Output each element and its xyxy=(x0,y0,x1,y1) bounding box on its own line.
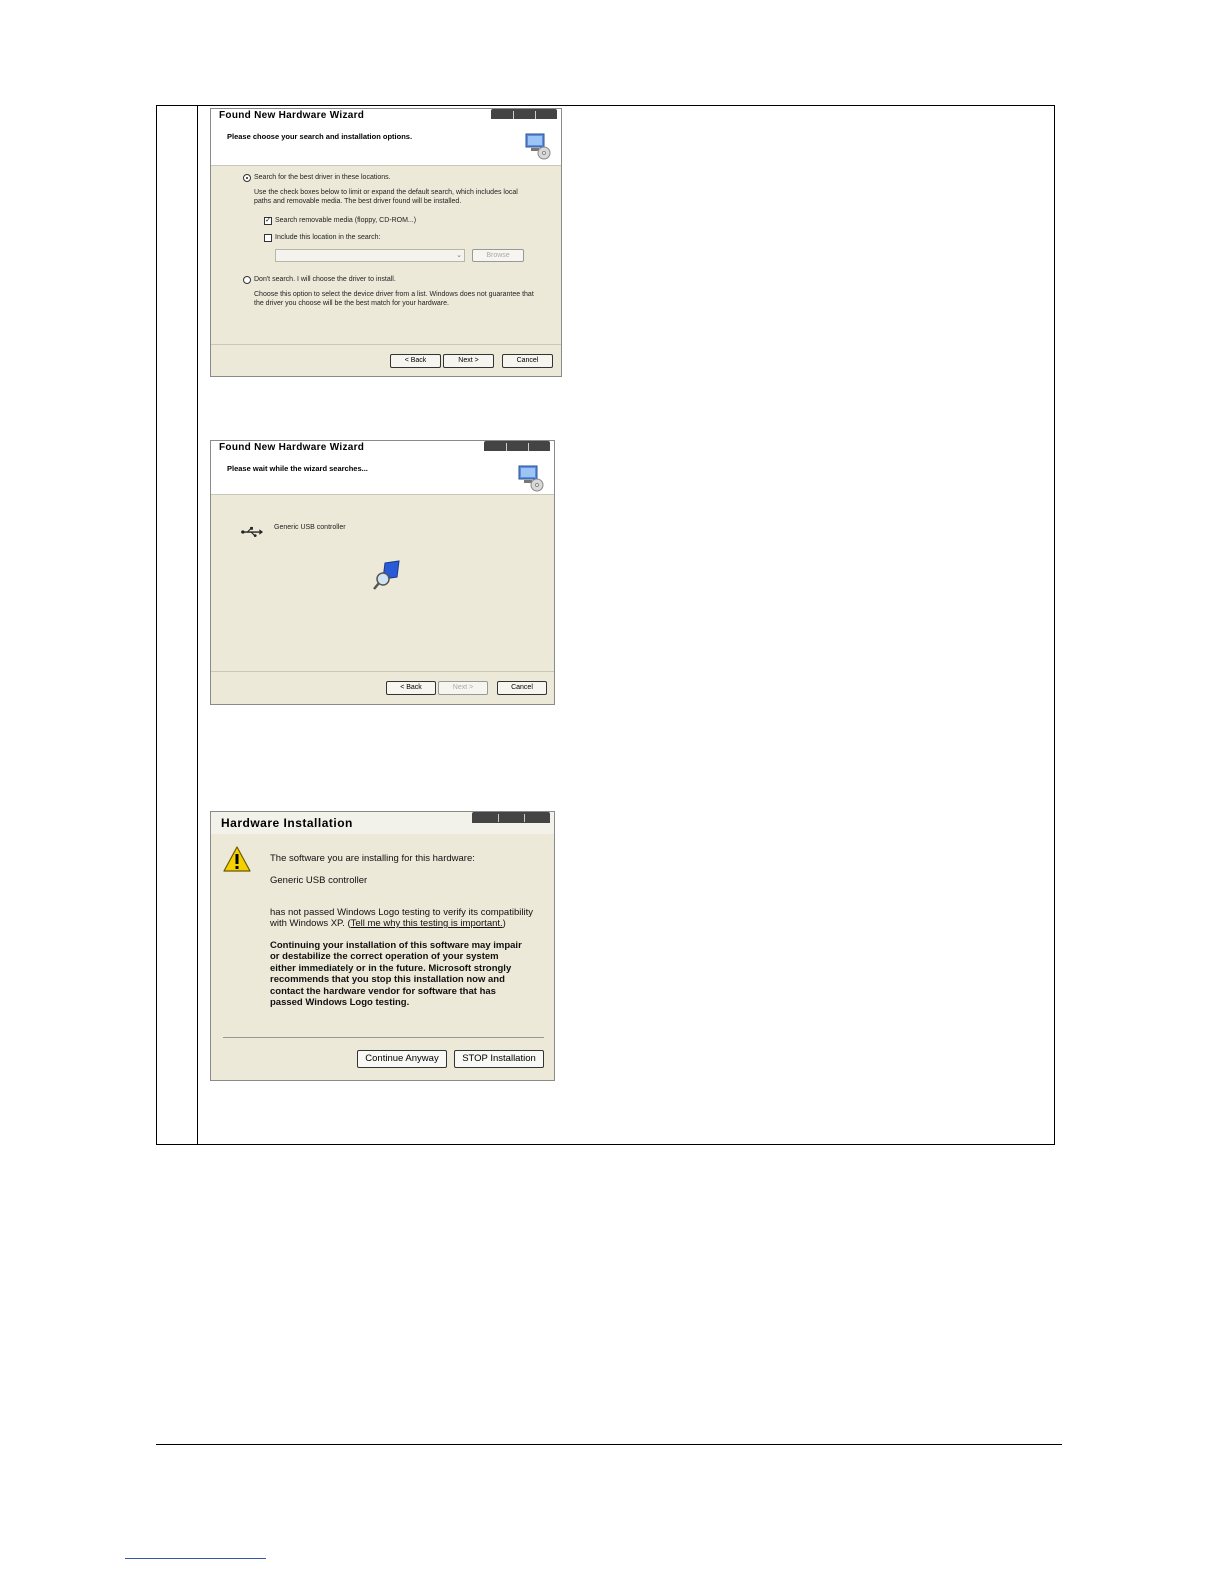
include-location-label: Include this location in the search: xyxy=(275,234,381,241)
wizard-options-dialog xyxy=(210,108,562,377)
warning-line: either immediately or in the future. Microsoft strongly xyxy=(270,963,512,974)
search-removable-media-label: Search removable media (floppy, CD-ROM...) xyxy=(275,217,417,224)
wizard-header-icon xyxy=(516,463,546,493)
warning-line: contact the hardware vendor for software that has xyxy=(270,986,496,997)
cancel-button[interactable]: Cancel xyxy=(502,354,553,368)
window-controls[interactable] xyxy=(491,109,557,119)
logo-line-suffix: ) xyxy=(502,918,506,929)
search-best-driver-radio[interactable] xyxy=(243,174,251,182)
wizard-searching-dialog xyxy=(210,440,555,705)
search-magnifier-icon xyxy=(371,559,403,591)
dialog-title: Found New Hardware Wizard xyxy=(219,442,365,453)
browse-button[interactable]: Browse xyxy=(472,249,524,262)
device-name: Generic USB controller xyxy=(270,875,368,886)
wizard-header xyxy=(211,123,561,166)
warning-line: passed Windows Logo testing. xyxy=(270,997,410,1008)
next-button[interactable]: Next > xyxy=(438,681,488,695)
footnote-rule xyxy=(125,1558,266,1559)
search-best-driver-label: Search for the best driver in these locations. xyxy=(254,174,391,181)
installing-text: The software you are installing for this hardware: xyxy=(270,853,475,864)
device-name: Generic USB controller xyxy=(274,524,346,531)
header-text: Please choose your search and installation options. xyxy=(227,132,413,141)
include-location-checkbox[interactable] xyxy=(264,234,272,242)
back-button[interactable]: < Back xyxy=(390,354,441,368)
window-controls[interactable] xyxy=(472,812,550,823)
title-bar xyxy=(211,812,554,834)
footer-separator xyxy=(211,344,561,345)
logo-testing-text-2 xyxy=(270,918,506,929)
usb-icon xyxy=(241,526,263,538)
window-controls[interactable] xyxy=(484,441,550,451)
option2-description: Choose this option to select the device driver from a list. Windows does not guarantee that xyxy=(254,291,534,298)
chevron-down-icon[interactable]: ⌄ xyxy=(456,252,462,259)
logo-testing-text: has not passed Windows Logo testing to verify its compatibility xyxy=(270,907,533,918)
cancel-button[interactable]: Cancel xyxy=(497,681,547,695)
option1-description: Use the check boxes below to limit or expand the default search, which includes local xyxy=(254,189,518,196)
warning-line: recommends that you stop this installation now and xyxy=(270,974,505,985)
option2-description-2: the driver you choose will be the best match for your hardware. xyxy=(254,300,449,307)
search-removable-media-checkbox[interactable]: ✓ xyxy=(265,217,271,224)
why-testing-link[interactable]: Tell me why this testing is important. xyxy=(350,918,503,929)
continue-anyway-button[interactable]: Continue Anyway xyxy=(357,1050,447,1068)
stop-installation-button[interactable]: STOP Installation xyxy=(454,1050,544,1068)
option1-description-2: paths and removable media. The best driver found will be installed. xyxy=(254,198,462,205)
title-bar xyxy=(211,441,554,455)
header-text: Please wait while the wizard searches... xyxy=(227,464,368,473)
dont-search-radio[interactable] xyxy=(243,276,251,284)
footer-separator xyxy=(211,671,554,672)
logo-line-prefix: with Windows XP. ( xyxy=(270,918,351,929)
title-bar xyxy=(211,109,561,123)
wizard-header xyxy=(211,455,554,495)
location-combobox[interactable] xyxy=(275,249,465,262)
back-button[interactable]: < Back xyxy=(386,681,436,695)
hardware-installation-dialog xyxy=(210,811,555,1081)
dialog-title: Hardware Installation xyxy=(221,816,353,830)
warning-icon xyxy=(223,846,251,872)
dont-search-label: Don't search. I will choose the driver to install. xyxy=(254,276,396,283)
footer-separator xyxy=(223,1037,544,1038)
next-button[interactable]: Next > xyxy=(443,354,494,368)
warning-line: Continuing your installation of this software may impair xyxy=(270,940,522,951)
warning-line: or destabilize the correct operation of your system xyxy=(270,951,499,962)
table-column-divider xyxy=(197,106,198,1144)
dialog-title: Found New Hardware Wizard xyxy=(219,110,365,121)
wizard-header-icon xyxy=(523,131,553,161)
footer-rule xyxy=(156,1444,1062,1445)
